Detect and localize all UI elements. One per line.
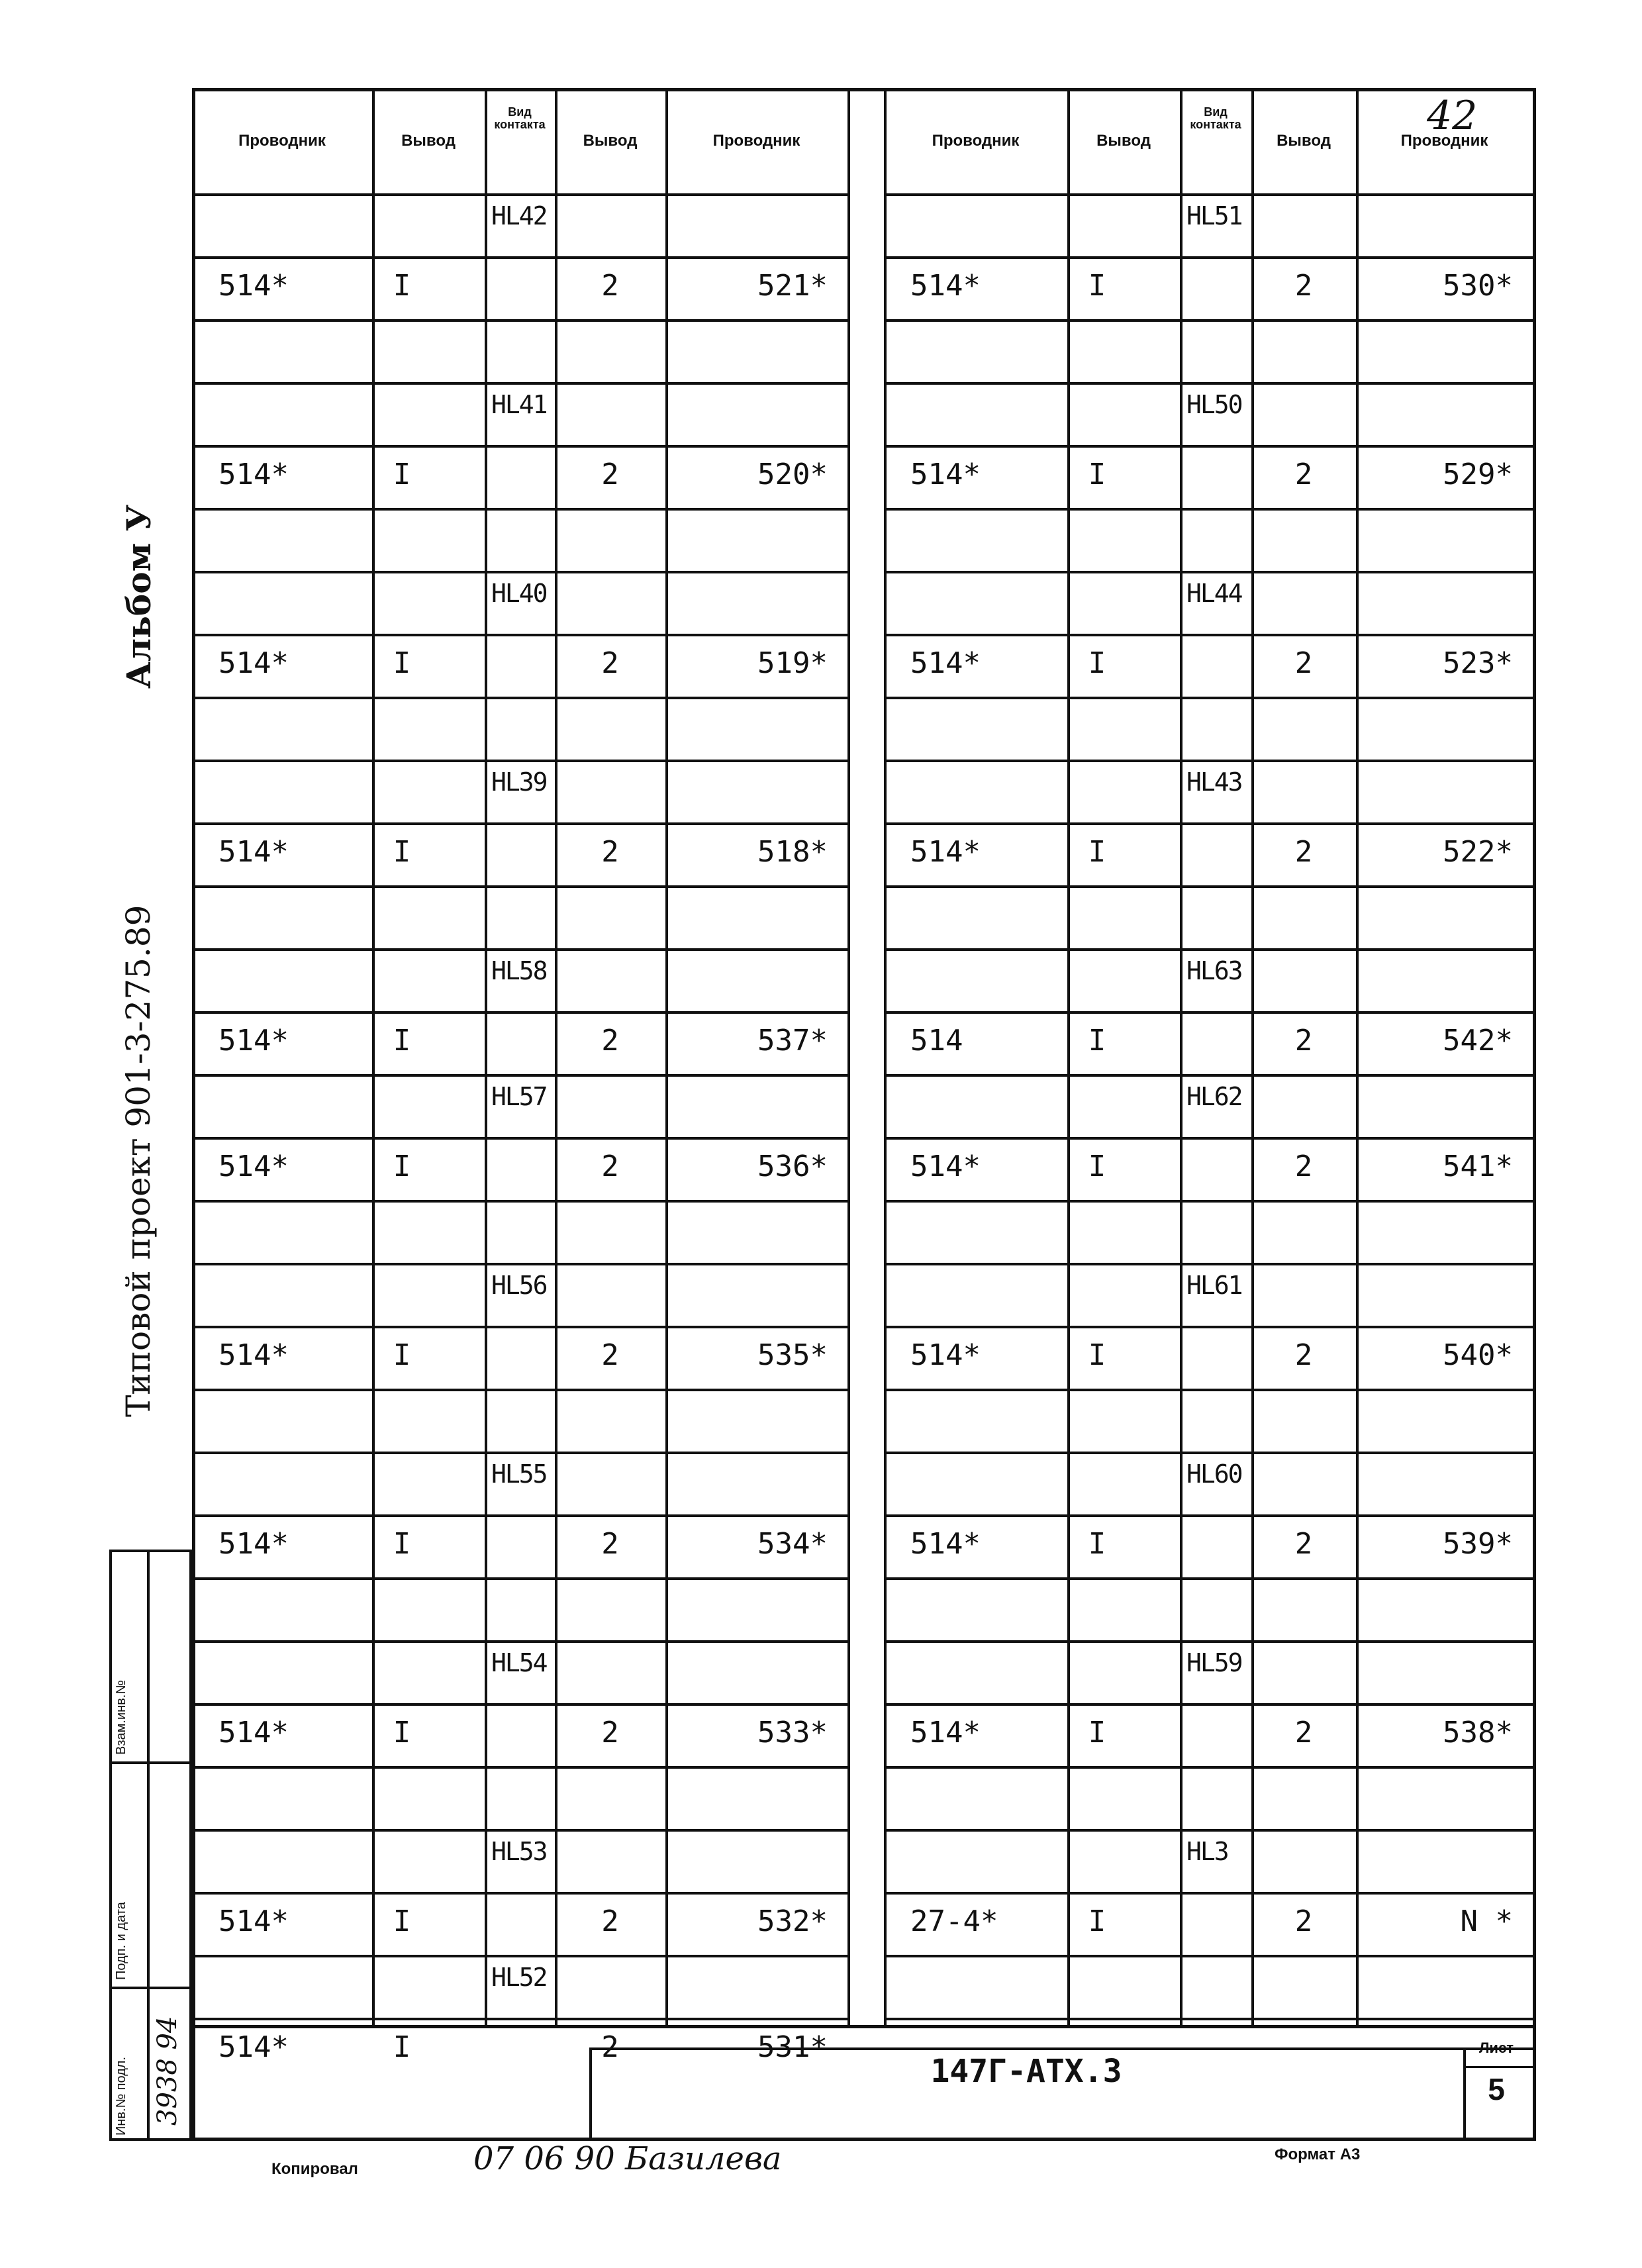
right-terminal-2: 2 [1294, 1150, 1313, 1183]
left-device-label: HL40 [491, 579, 547, 608]
row-line [192, 1640, 847, 1643]
left-device-label: HL54 [491, 1648, 547, 1677]
right-device-label: HL3 [1186, 1837, 1228, 1866]
left-conductor-from: 514* [218, 835, 289, 869]
left-conductor-to: 519* [757, 646, 828, 680]
left-conductor-from: 514* [218, 269, 289, 303]
right-conductor-from: 27-4* [910, 1904, 998, 1938]
row-line [192, 1955, 847, 1957]
left-conductor-to: 521* [757, 269, 828, 303]
stamp-divider [109, 1761, 192, 1764]
sheet-label: Лист [1479, 2040, 1514, 2056]
right-conductor-from: 514* [910, 269, 981, 303]
left-conductor-to: 520* [757, 458, 828, 491]
right-conductor-from: 514* [910, 1716, 981, 1750]
row-line [192, 1263, 847, 1265]
left-conductor-to: 518* [757, 835, 828, 869]
left-conductor-from: 514* [218, 458, 289, 491]
right-terminal-1: I [1088, 835, 1106, 869]
row-line [884, 1389, 1533, 1391]
right-header-1: Вывод [1096, 132, 1151, 150]
row-line [192, 1326, 847, 1328]
right-conductor-to: 540* [1443, 1338, 1513, 1372]
row-line [884, 1326, 1533, 1328]
row-line [192, 445, 847, 448]
row-line [192, 508, 847, 511]
row-line [192, 822, 847, 825]
title-block-line [1463, 2066, 1536, 2068]
right-terminal-1: I [1088, 1716, 1106, 1750]
inventory-number: 3938 94 [152, 2016, 183, 2126]
header-line [884, 193, 1533, 196]
right-terminal-1: I [1088, 458, 1106, 491]
row-line [192, 1074, 847, 1077]
right-device-label: HL63 [1186, 956, 1242, 985]
left-terminal-2: 2 [601, 1904, 619, 1938]
left-terminal-2: 2 [601, 2030, 619, 2064]
stamp-label: Подп. и дата [114, 1902, 128, 1980]
row-line [192, 885, 847, 888]
stamp-label: Инв.№ подл. [114, 2056, 128, 2136]
right-conductor-to: 542* [1443, 1024, 1513, 1058]
row-line [192, 1137, 847, 1140]
right-terminal-1: I [1088, 1904, 1106, 1938]
right-header-2: Вид контакта [1190, 105, 1241, 131]
left-conductor-from: 514* [218, 1716, 289, 1750]
left-terminal-2: 2 [601, 269, 619, 303]
left-conductor-to: 537* [757, 1024, 828, 1058]
left-conductor-to: 534* [757, 1527, 828, 1561]
right-terminal-2: 2 [1294, 1904, 1313, 1938]
right-terminal-2: 2 [1294, 1716, 1313, 1750]
row-line [884, 1200, 1533, 1203]
right-conductor-from: 514* [910, 458, 981, 491]
right-device-label: HL43 [1186, 767, 1242, 797]
row-line [192, 1892, 847, 1895]
right-terminal-2: 2 [1294, 1338, 1313, 1372]
row-line [884, 948, 1533, 951]
right-conductor-to: N * [1460, 1904, 1513, 1938]
right-conductor-from: 514* [910, 1150, 981, 1183]
right-terminal-2: 2 [1294, 1527, 1313, 1561]
left-header-2: Вид контакта [494, 105, 546, 131]
column-line [1180, 88, 1183, 2025]
right-terminal-1: I [1088, 1024, 1106, 1058]
left-conductor-to: 533* [757, 1716, 828, 1750]
header-line [192, 193, 847, 196]
left-terminal-2: 2 [601, 1716, 619, 1750]
column-line [847, 88, 850, 2025]
right-device-label: HL44 [1186, 579, 1242, 608]
row-line [884, 634, 1533, 636]
stamp-divider [109, 1987, 192, 1989]
row-line [192, 319, 847, 322]
left-device-label: HL57 [491, 1082, 547, 1111]
row-line [192, 1514, 847, 1517]
row-line [192, 571, 847, 573]
left-conductor-from: 514* [218, 1338, 289, 1372]
left-conductor-to: 536* [757, 1150, 828, 1183]
stamp-label: Взам.инв.№ [114, 1680, 128, 1755]
left-terminal-1: I [393, 1716, 411, 1750]
left-conductor-from: 514* [218, 1024, 289, 1058]
left-terminal-2: 2 [601, 1338, 619, 1372]
sheet-number: 5 [1488, 2072, 1505, 2106]
row-line [884, 319, 1533, 322]
copied-signature: 07 06 90 Базилева [473, 2140, 782, 2177]
left-device-label: HL41 [491, 390, 547, 419]
row-line [884, 760, 1533, 762]
left-device-label: HL39 [491, 767, 547, 797]
row-line [884, 1703, 1533, 1706]
column-line [485, 88, 487, 2025]
left-header-1: Вывод [401, 132, 456, 150]
left-terminal-2: 2 [601, 1150, 619, 1183]
right-device-label: HL61 [1186, 1271, 1242, 1300]
row-line [884, 1577, 1533, 1580]
left-terminal-1: I [393, 2030, 411, 2064]
album-label: Альбом У [119, 504, 158, 689]
right-device-label: HL59 [1186, 1648, 1242, 1677]
handwritten-page-number: 42 [1427, 93, 1478, 139]
row-line [192, 1829, 847, 1832]
table-bottom-line [192, 2025, 1536, 2028]
row-line [192, 1577, 847, 1580]
format-label: Формат А3 [1275, 2145, 1361, 2163]
right-conductor-to: 523* [1443, 646, 1513, 680]
right-conductor-to: 522* [1443, 835, 1513, 869]
left-conductor-to: 535* [757, 1338, 828, 1372]
row-line [192, 697, 847, 699]
left-terminal-1: I [393, 269, 411, 303]
right-conductor-to: 538* [1443, 1716, 1513, 1750]
row-line [192, 634, 847, 636]
left-terminal-1: I [393, 1150, 411, 1183]
left-device-label: HL52 [491, 1963, 547, 1992]
right-header-3: Вывод [1277, 132, 1331, 150]
right-terminal-1: I [1088, 1150, 1106, 1183]
row-line [192, 1766, 847, 1769]
row-line [192, 760, 847, 762]
row-line [884, 1829, 1533, 1832]
row-line [884, 1263, 1533, 1265]
row-line [884, 1766, 1533, 1769]
left-conductor-from: 514* [218, 2030, 289, 2064]
right-terminal-2: 2 [1294, 835, 1313, 869]
left-header-0: Проводник [238, 132, 326, 150]
left-terminal-1: I [393, 1024, 411, 1058]
row-line [192, 2018, 847, 2020]
row-line [884, 1955, 1533, 1957]
right-conductor-to: 539* [1443, 1527, 1513, 1561]
right-device-label: HL62 [1186, 1082, 1242, 1111]
right-terminal-1: I [1088, 269, 1106, 303]
row-line [192, 382, 847, 385]
left-terminal-1: I [393, 835, 411, 869]
row-line [192, 948, 847, 951]
sheet-frame [192, 88, 1536, 2141]
row-line [192, 1703, 847, 1706]
copied-label: Копировал [271, 2160, 358, 2178]
right-terminal-1: I [1088, 1527, 1106, 1561]
left-terminal-2: 2 [601, 835, 619, 869]
row-line [192, 256, 847, 259]
stamp-divider [147, 1550, 150, 2141]
column-line [884, 88, 887, 2025]
left-terminal-2: 2 [601, 646, 619, 680]
left-device-label: HL42 [491, 201, 547, 230]
right-device-label: HL60 [1186, 1459, 1242, 1489]
row-line [192, 1452, 847, 1454]
left-terminal-1: I [393, 1338, 411, 1372]
right-header-4: Проводник [1400, 132, 1488, 150]
row-line [884, 1892, 1533, 1895]
left-terminal-2: 2 [601, 1527, 619, 1561]
drawing-code: 147Г-АТХ.3 [930, 2053, 1122, 2090]
left-device-label: HL55 [491, 1459, 547, 1489]
row-line [192, 1011, 847, 1014]
left-terminal-1: I [393, 1904, 411, 1938]
row-line [884, 697, 1533, 699]
row-line [884, 1011, 1533, 1014]
left-conductor-to: 531* [757, 2030, 828, 2064]
left-conductor-from: 514* [218, 1150, 289, 1183]
project-label: Типовой проект 901-3-275.89 [119, 905, 158, 1417]
right-terminal-1: I [1088, 646, 1106, 680]
left-conductor-from: 514* [218, 1527, 289, 1561]
right-conductor-from: 514* [910, 835, 981, 869]
row-line [192, 1200, 847, 1203]
right-conductor-to: 530* [1443, 269, 1513, 303]
left-terminal-2: 2 [601, 1024, 619, 1058]
row-line [884, 508, 1533, 511]
left-terminal-2: 2 [601, 458, 619, 491]
right-terminal-2: 2 [1294, 1024, 1313, 1058]
right-terminal-2: 2 [1294, 458, 1313, 491]
left-device-label: HL56 [491, 1271, 547, 1300]
right-terminal-1: I [1088, 1338, 1106, 1372]
column-line [192, 88, 195, 2025]
row-line [884, 1074, 1533, 1077]
row-line [884, 571, 1533, 573]
right-conductor-from: 514* [910, 1338, 981, 1372]
right-terminal-2: 2 [1294, 269, 1313, 303]
left-header-3: Вывод [583, 132, 638, 150]
row-line [884, 1452, 1533, 1454]
column-line [1533, 88, 1535, 2025]
right-conductor-from: 514* [910, 1527, 981, 1561]
left-conductor-to: 532* [757, 1904, 828, 1938]
right-terminal-2: 2 [1294, 646, 1313, 680]
right-device-label: HL50 [1186, 390, 1242, 419]
row-line [884, 1514, 1533, 1517]
row-line [884, 2018, 1533, 2020]
row-line [884, 1640, 1533, 1643]
row-line [884, 382, 1533, 385]
row-line [884, 822, 1533, 825]
right-conductor-from: 514 [910, 1024, 963, 1058]
right-header-0: Проводник [932, 132, 1020, 150]
left-terminal-1: I [393, 458, 411, 491]
row-line [884, 885, 1533, 888]
row-line [884, 256, 1533, 259]
right-conductor-from: 514* [910, 646, 981, 680]
right-conductor-to: 529* [1443, 458, 1513, 491]
row-line [192, 1389, 847, 1391]
left-device-label: HL53 [491, 1837, 547, 1866]
row-line [884, 1137, 1533, 1140]
left-device-label: HL58 [491, 956, 547, 985]
left-terminal-1: I [393, 1527, 411, 1561]
right-conductor-to: 541* [1443, 1150, 1513, 1183]
row-line [884, 445, 1533, 448]
left-conductor-from: 514* [218, 646, 289, 680]
left-terminal-1: I [393, 646, 411, 680]
left-conductor-from: 514* [218, 1904, 289, 1938]
left-header-4: Проводник [712, 132, 800, 150]
right-device-label: HL51 [1186, 201, 1242, 230]
